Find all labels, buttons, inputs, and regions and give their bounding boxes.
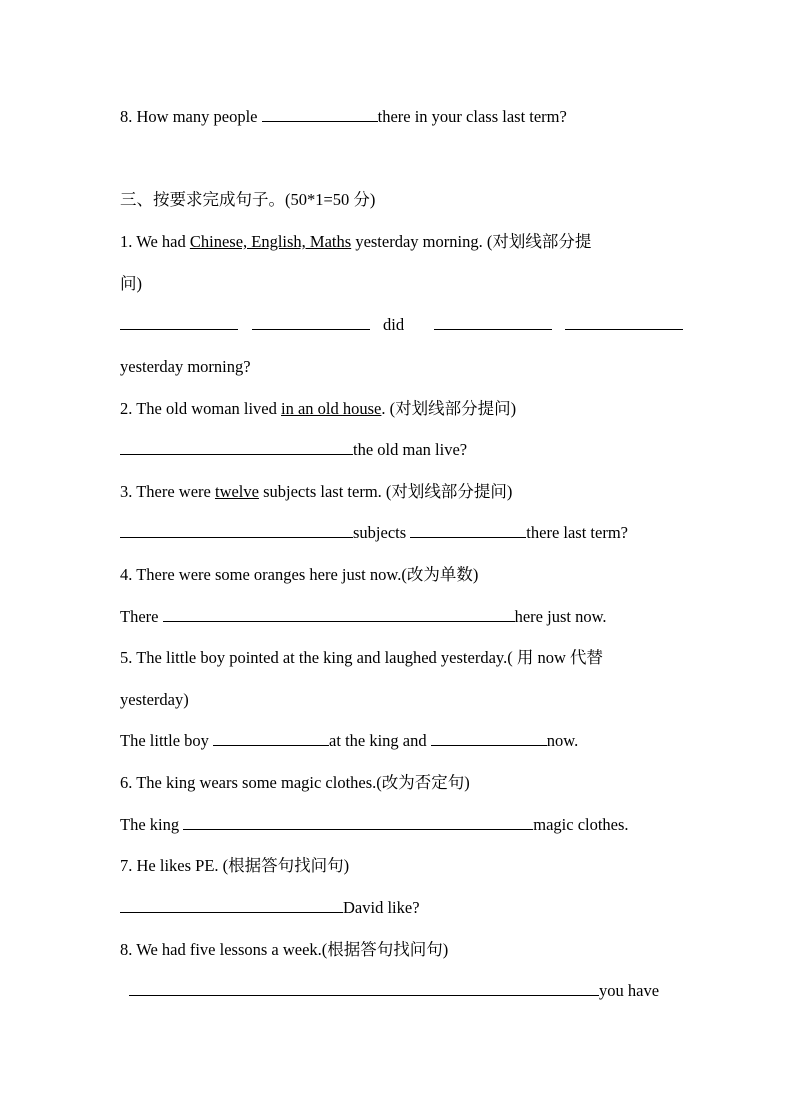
- answer-blank[interactable]: [262, 107, 378, 122]
- answer-blank[interactable]: [120, 315, 238, 330]
- question-2: 2. The old woman lived in an old house. (对划线部分提问): [120, 399, 517, 418]
- answer-blank[interactable]: [120, 440, 353, 455]
- question-3: 3. There were twelve subjects last term. (对划线部分提问): [120, 482, 513, 501]
- answer-blank[interactable]: [129, 981, 599, 996]
- question-5-answer-line: The little boy at the king and now.: [120, 731, 579, 750]
- question-3-answer-line: subjects there last term?: [120, 523, 628, 543]
- question-8-answer-line: you have: [129, 981, 659, 1001]
- answer-blank[interactable]: [183, 815, 533, 830]
- question-6: 6. The king wears some magic clothes.(改为否定句): [120, 773, 470, 792]
- question-8-previous: 8. How many people there in your class last term?: [120, 107, 567, 126]
- underlined-phrase: in an old house: [281, 399, 382, 418]
- answer-blank[interactable]: [410, 523, 526, 538]
- answer-blank[interactable]: [163, 607, 515, 622]
- question-1-answer-tail: yesterday morning?: [120, 357, 251, 376]
- question-1-continued: 问): [120, 274, 142, 293]
- question-2-answer-line: the old man live?: [120, 440, 467, 460]
- answer-blank[interactable]: [431, 731, 547, 746]
- question-4-answer-line: There here just now.: [120, 607, 607, 626]
- underlined-phrase: Chinese, English, Maths: [189, 232, 352, 251]
- answer-blank[interactable]: [120, 898, 343, 913]
- question-6-answer-line: The king magic clothes.: [120, 815, 629, 834]
- answer-blank[interactable]: [565, 315, 683, 330]
- underlined-phrase: twelve: [214, 482, 259, 501]
- answer-blank[interactable]: [120, 523, 353, 538]
- answer-blank[interactable]: [213, 731, 329, 746]
- question-8: 8. We had five lessons a week.(根据答句找问句): [120, 940, 449, 959]
- question-1-answer-line: did: [120, 315, 683, 335]
- answer-blank[interactable]: [252, 315, 370, 330]
- question-5-continued: yesterday): [120, 690, 189, 709]
- answer-blank[interactable]: [434, 315, 552, 330]
- question-7-answer-line: David like?: [120, 898, 420, 918]
- question-7: 7. He likes PE. (根据答句找问句): [120, 856, 350, 875]
- question-4: 4. There were some oranges here just now.(改为单数): [120, 565, 479, 584]
- question-1: 1. We had Chinese, English, Maths yesterday morning. (对划线部分提: [120, 232, 592, 251]
- section-heading: 三、按要求完成句子。(50*1=50 分): [120, 190, 376, 209]
- question-5: 5. The little boy pointed at the king and laughed yesterday.( 用 now 代替: [120, 648, 603, 667]
